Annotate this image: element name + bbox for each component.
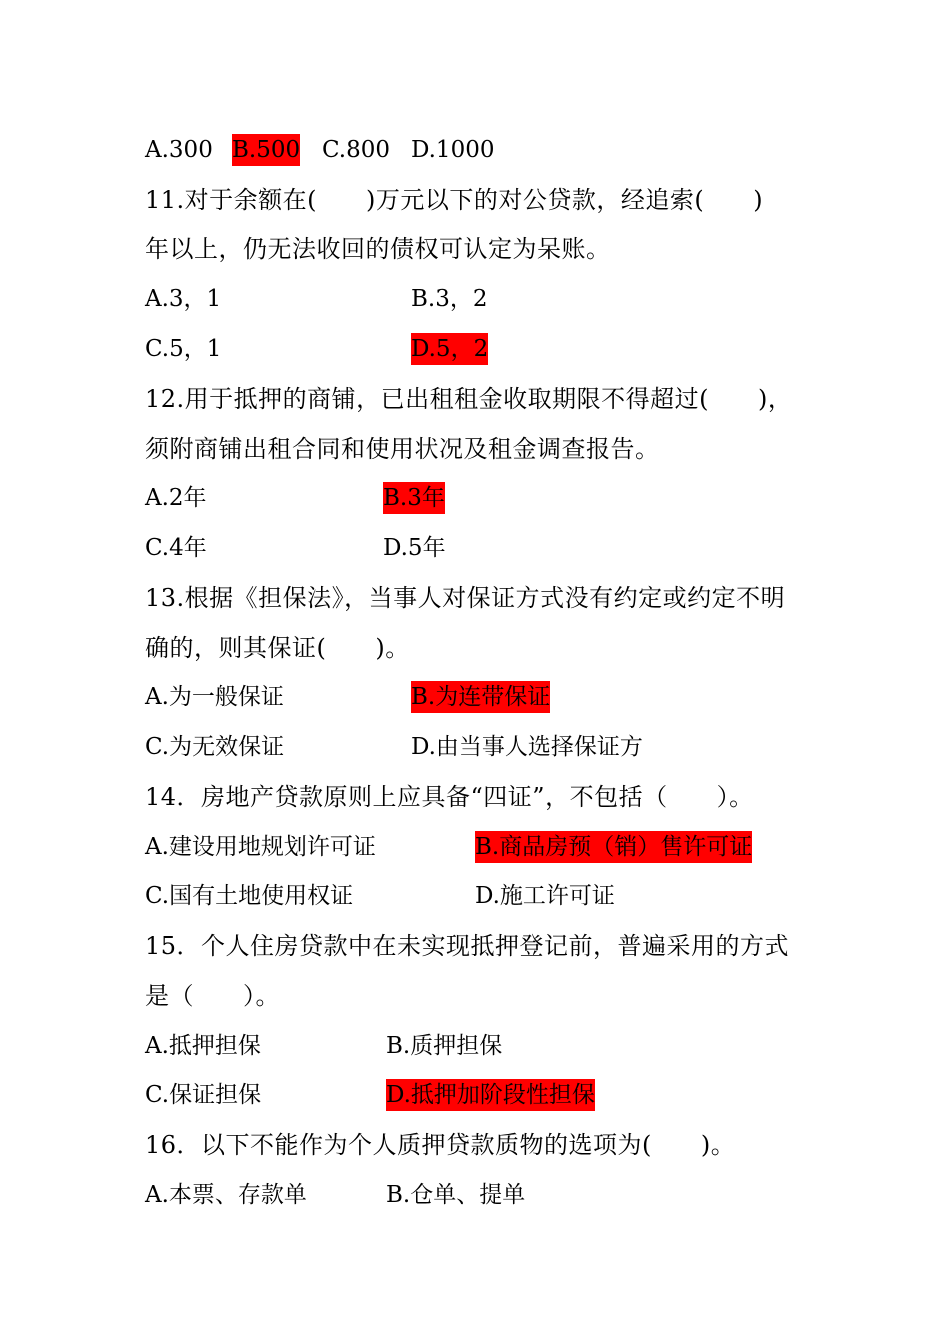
- q11-option-c: C.5，1: [145, 336, 222, 362]
- q11-option-d: D.5，2: [411, 333, 488, 365]
- q15-option-b: B.质押担保: [386, 1033, 503, 1059]
- q15-option-c: C.保证担保: [145, 1082, 262, 1108]
- q16-text-line1: 16．以下不能作为个人质押贷款质物的选项为( )。: [145, 1131, 736, 1159]
- q16-option-a: A.本票、存款单: [145, 1182, 307, 1208]
- q12-text-line2: 须附商铺出租合同和使用状况及租金调查报告。: [145, 435, 660, 463]
- q10-option-d: D.1000: [411, 137, 495, 163]
- q13-option-a: A.为一般保证: [145, 684, 284, 710]
- q15-text-line2: 是（ ）。: [145, 982, 280, 1010]
- q15-option-a: A.抵押担保: [145, 1033, 261, 1059]
- q15-text-line1: 15．个人住房贷款中在未实现抵押登记前，普遍采用的方式: [145, 932, 790, 960]
- q10-option-c: C.800: [322, 137, 390, 163]
- q13-option-b: B.为连带保证: [411, 681, 550, 713]
- q15-option-d: D.抵押加阶段性担保: [386, 1079, 595, 1111]
- q14-option-b: B.商品房预（销）售许可证: [475, 831, 752, 863]
- q14-option-d: D.施工许可证: [475, 883, 615, 909]
- q12-option-b: B.3年: [383, 482, 445, 514]
- q10-option-a: A.300: [145, 137, 213, 163]
- q13-text-line2: 确的，则其保证( )。: [145, 634, 410, 662]
- q11-option-b: B.3，2: [411, 286, 488, 312]
- q11-option-a: A.3，1: [145, 286, 222, 312]
- q12-text-line1: 12.用于抵押的商铺，已出租租金收取期限不得超过( )，: [145, 385, 793, 413]
- q13-option-c: C.为无效保证: [145, 734, 285, 760]
- q16-option-b: B.仓单、提单: [386, 1182, 526, 1208]
- q12-option-c: C.4年: [145, 535, 207, 561]
- q14-option-c: C.国有土地使用权证: [145, 883, 354, 909]
- q11-text-line2: 年以上，仍无法收回的债权可认定为呆账。: [145, 235, 611, 263]
- q10-option-b: B.500: [232, 134, 300, 166]
- q11-text-line1: 11.对于余额在( )万元以下的对公贷款，经追索( ): [145, 186, 764, 214]
- q12-option-a: A.2年: [145, 485, 207, 511]
- q13-option-d: D.由当事人选择保证方: [411, 734, 643, 760]
- q14-text-line1: 14．房地产贷款原则上应具备“四证”，不包括（ ）。: [145, 783, 754, 811]
- q12-option-d: D.5年: [383, 535, 446, 561]
- q14-option-a: A.建设用地规划许可证: [145, 834, 376, 860]
- q13-text-line1: 13.根据《担保法》，当事人对保证方式没有约定或约定不明: [145, 584, 786, 612]
